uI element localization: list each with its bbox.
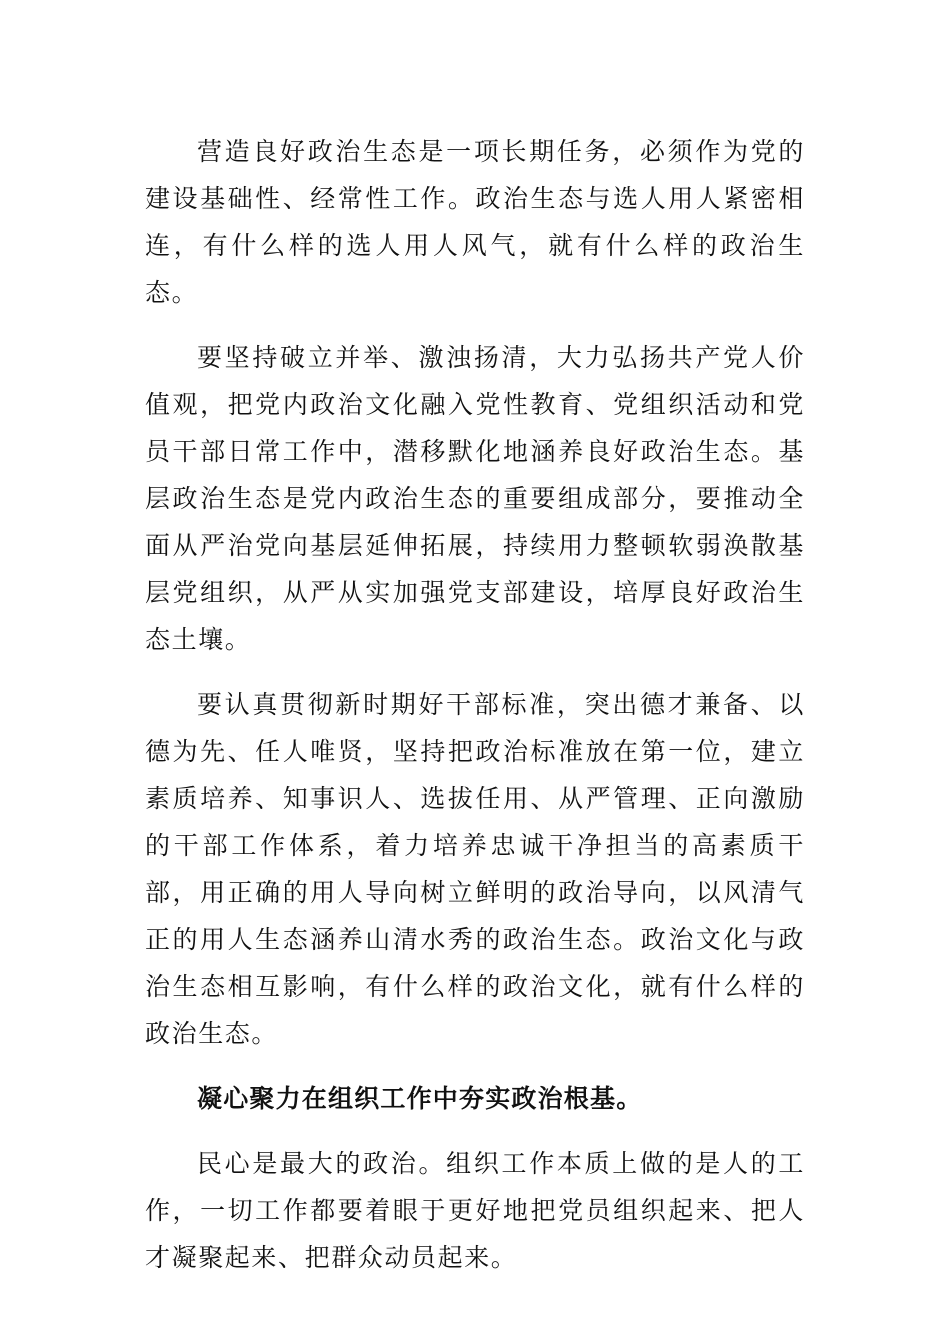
paragraph-3: 要认真贯彻新时期好干部标准，突出德才兼备、以德为先、任人唯贤，坚持把政治标准放在第一位，建立素质培养、知事识人、选拔任用、从严管理、正向激励的干部工作体系，着力培养忠诚干净担当的高素质干部，用正确的用人导向树立鲜明的政治导向，以风清气正的用人生态涵养山清水秀的政治生态。政治文化与政治生态相互影响，有什么样的政治文化，就有什么样的政治生态。 (145, 690, 805, 1048)
section-heading: 凝心聚力在组织工作中夯实政治根基。 (197, 1084, 643, 1113)
paragraph-2: 要坚持破立并举、激浊扬清，大力弘扬共产党人价值观，把党内政治文化融入党性教育、党组织活动和党员干部日常工作中，潜移默化地涵养良好政治生态。基层政治生态是党内政治生态的重要组成部分，要推动全面从严治党向基层延伸拓展，持续用力整顿软弱涣散基层党组织，从严从实加强党支部建设，培厚良好政治生态土壤。 (145, 343, 805, 654)
paragraph-4: 民心是最大的政治。组织工作本质上做的是人的工作，一切工作都要着眼于更好地把党员组织起来、把人才凝聚起来、把群众动员起来。 (145, 1149, 805, 1272)
paragraph-1: 营造良好政治生态是一项长期任务，必须作为党的建设基础性、经常性工作。政治生态与选人用人紧密相连，有什么样的选人用人风气，就有什么样的政治生态。 (145, 137, 805, 307)
document-page (145, 128, 805, 1299)
